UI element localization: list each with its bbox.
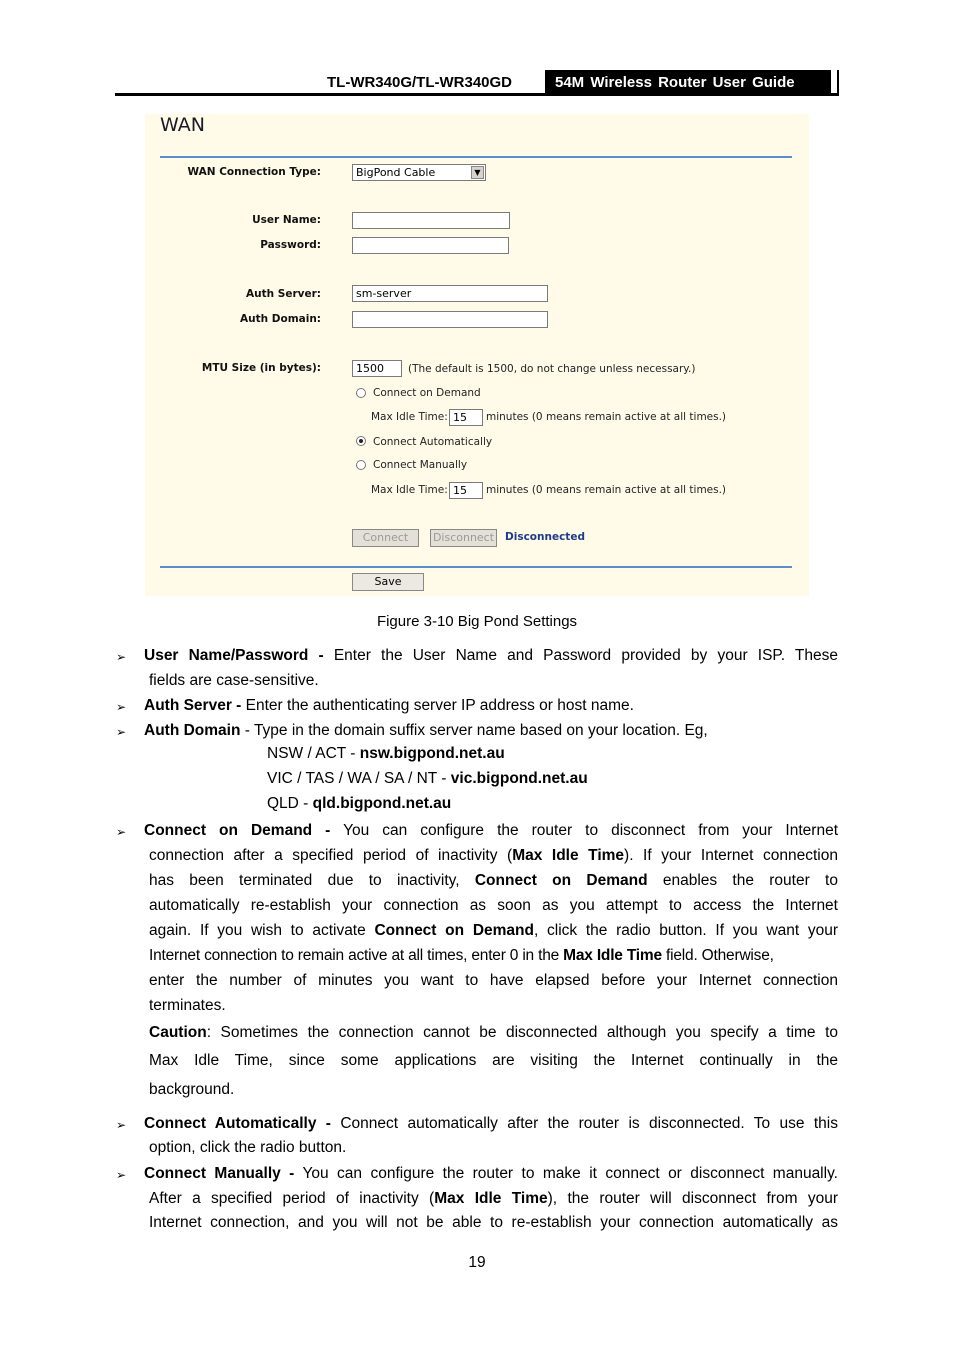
auth-server-input[interactable]: sm-server xyxy=(352,285,548,302)
on-demand-line-2 xyxy=(149,843,838,868)
domain-nsw-region: NSW / ACT - xyxy=(267,745,356,762)
mtu-note: (The default is 1500, do not change unless necessary.) xyxy=(408,363,696,375)
domain-nsw-value: nsw.bigpond.net.au xyxy=(359,745,505,762)
caution-line-3: background. xyxy=(149,1081,235,1098)
caution-term: Caution xyxy=(149,1024,207,1041)
manual-text-2a: After a specified period of inactivity ( xyxy=(149,1190,435,1207)
on-demand-text-2a: connection after a specified period of inactivity ( xyxy=(149,847,513,864)
auth-domain-line xyxy=(144,718,838,743)
on-demand-line-4: automatically re-establish your connection as soon as you attempt to access the Internet xyxy=(149,897,838,914)
connect-auto-label: Connect Automatically xyxy=(373,436,493,448)
username-text-1: Enter the User Name and Password provided by your ISP. These xyxy=(333,647,838,664)
conn-type-label: WAN Connection Type: xyxy=(187,166,321,178)
connection-status: Disconnected xyxy=(505,531,585,543)
auto-term: Connect Automatically - xyxy=(144,1115,331,1132)
figure-caption: Figure 3-10 Big Pond Settings xyxy=(376,613,578,630)
bottom-divider xyxy=(160,566,792,568)
username-line-2: fields are case-sensitive. xyxy=(149,672,319,689)
bullet-arrow-icon: ➢ xyxy=(116,700,127,714)
max-idle-input-2[interactable]: 15 xyxy=(449,482,483,499)
mtu-input[interactable]: 1500 xyxy=(352,360,402,377)
manual-line-1 xyxy=(144,1161,838,1186)
domain-vic-region: VIC / TAS / WA / SA / NT - xyxy=(267,770,447,787)
on-demand-text-2b: Max Idle Time xyxy=(512,847,625,864)
manual-text-1: You can configure the router to make it connect or disconnect manually. xyxy=(302,1165,838,1182)
on-demand-text-1: You can configure the router to disconnect from your Internet xyxy=(343,822,838,839)
save-button[interactable]: Save xyxy=(352,573,424,591)
caution-line-2: Max Idle Time, since some applications are visiting the Internet continually in the xyxy=(149,1052,838,1069)
manual-line-3: Internet connection, and you will not be able to re-establish your connection automatically as xyxy=(149,1214,838,1231)
on-demand-line-3 xyxy=(149,868,838,893)
wan-settings-panel xyxy=(145,114,809,596)
manual-text-2b: Max Idle Time xyxy=(434,1190,548,1207)
chevron-down-icon[interactable]: ▼ xyxy=(471,166,484,179)
header-tick xyxy=(837,70,839,95)
auth-server-text: Enter the authenticating server IP address or host name. xyxy=(245,697,634,714)
auto-text-1: Connect automatically after the router is disconnected. To use this xyxy=(340,1115,838,1132)
on-demand-line-5 xyxy=(149,918,838,943)
manual-text-2c: ), the router will disconnect from your xyxy=(547,1190,838,1207)
connect-on-demand-label: Connect on Demand xyxy=(373,387,481,399)
domain-qld xyxy=(267,795,451,813)
caution-line-1 xyxy=(149,1020,838,1045)
auto-line-2: option, click the radio button. xyxy=(149,1139,347,1156)
on-demand-text-5c: , click the radio button. If you want your xyxy=(533,922,839,939)
radio-connect-manually[interactable] xyxy=(356,460,366,470)
domain-qld-value: qld.bigpond.net.au xyxy=(312,795,452,812)
on-demand-text-5b: Connect on Demand xyxy=(374,922,534,939)
auth-server-term: Auth Server - xyxy=(144,697,242,714)
auto-line-1 xyxy=(144,1111,838,1136)
on-demand-text-5a: again. If you wish to activate xyxy=(149,922,366,939)
bullet-arrow-icon: ➢ xyxy=(116,650,127,664)
on-demand-text-2c: ). If your Internet connection xyxy=(624,847,838,864)
conn-type-value: BigPond Cable xyxy=(356,166,436,179)
on-demand-text-6b: Max Idle Time xyxy=(563,947,662,964)
wan-title: WAN xyxy=(160,114,205,136)
on-demand-text-6c: field. Otherwise, xyxy=(666,947,774,964)
connect-manual-label: Connect Manually xyxy=(373,459,468,471)
on-demand-text-3c: enables the router to xyxy=(662,872,838,889)
page-header xyxy=(115,70,839,95)
mtu-label: MTU Size (in bytes): xyxy=(201,362,321,374)
username-input[interactable] xyxy=(352,212,510,229)
header-rule xyxy=(115,93,839,96)
page-number: 19 xyxy=(468,1254,486,1271)
conn-type-select[interactable] xyxy=(352,164,486,181)
password-label: Password: xyxy=(260,239,321,251)
header-model: TL-WR340G/TL-WR340GD xyxy=(327,74,513,91)
disconnect-button[interactable]: Disconnect xyxy=(430,529,497,547)
auth-domain-label: Auth Domain: xyxy=(240,313,321,325)
caution-text-1: : Sometimes the connection cannot be disconnected although you specify a time to xyxy=(206,1024,838,1041)
username-label: User Name: xyxy=(252,214,321,226)
bullet-arrow-icon: ➢ xyxy=(116,1118,127,1132)
on-demand-text-3a: has been terminated due to inactivity, xyxy=(149,872,460,889)
bullet-arrow-icon: ➢ xyxy=(116,1168,127,1182)
on-demand-text-3b: Connect on Demand xyxy=(474,872,648,889)
radio-connect-on-demand[interactable] xyxy=(356,388,366,398)
domain-vic-value: vic.bigpond.net.au xyxy=(450,770,588,787)
bullet-arrow-icon: ➢ xyxy=(116,825,127,839)
auth-domain-text: - Type in the domain suffix server name based on your location. Eg, xyxy=(244,722,708,739)
on-demand-line-8: terminates. xyxy=(149,997,226,1014)
auth-domain-term: Auth Domain xyxy=(144,722,241,739)
auth-server-label: Auth Server: xyxy=(246,288,321,300)
max-idle-note-1: minutes (0 means remain active at all times.) xyxy=(486,411,727,423)
username-term: User Name/Password - xyxy=(144,647,324,664)
manual-line-2 xyxy=(149,1186,838,1211)
max-idle-label-2: Max Idle Time: xyxy=(371,484,448,496)
password-input[interactable] xyxy=(352,237,509,254)
on-demand-term: Connect on Demand - xyxy=(144,822,331,839)
radio-connect-automatically[interactable] xyxy=(356,436,366,446)
domain-qld-region: QLD - xyxy=(267,795,309,812)
domain-vic xyxy=(267,770,588,788)
on-demand-text-6a: Internet connection to remain active at all times, enter 0 in the xyxy=(149,947,560,964)
auth-server-line xyxy=(144,693,838,718)
max-idle-label-1: Max Idle Time: xyxy=(371,411,448,423)
bullet-arrow-icon: ➢ xyxy=(116,725,127,739)
max-idle-input-1[interactable]: 15 xyxy=(449,409,483,426)
manual-term: Connect Manually - xyxy=(144,1165,295,1182)
on-demand-line-6 xyxy=(149,943,849,968)
on-demand-line-7: enter the number of minutes you want to have elapsed before your Internet connection xyxy=(149,972,838,989)
top-divider xyxy=(160,156,792,158)
connect-button[interactable]: Connect xyxy=(352,529,419,547)
username-line-1 xyxy=(144,643,838,668)
max-idle-note-2: minutes (0 means remain active at all times.) xyxy=(486,484,727,496)
auth-domain-input[interactable] xyxy=(352,311,548,328)
header-guide-title: 54M Wireless Router User Guide xyxy=(545,70,831,94)
on-demand-line-1 xyxy=(144,818,838,843)
domain-nsw xyxy=(267,745,505,763)
